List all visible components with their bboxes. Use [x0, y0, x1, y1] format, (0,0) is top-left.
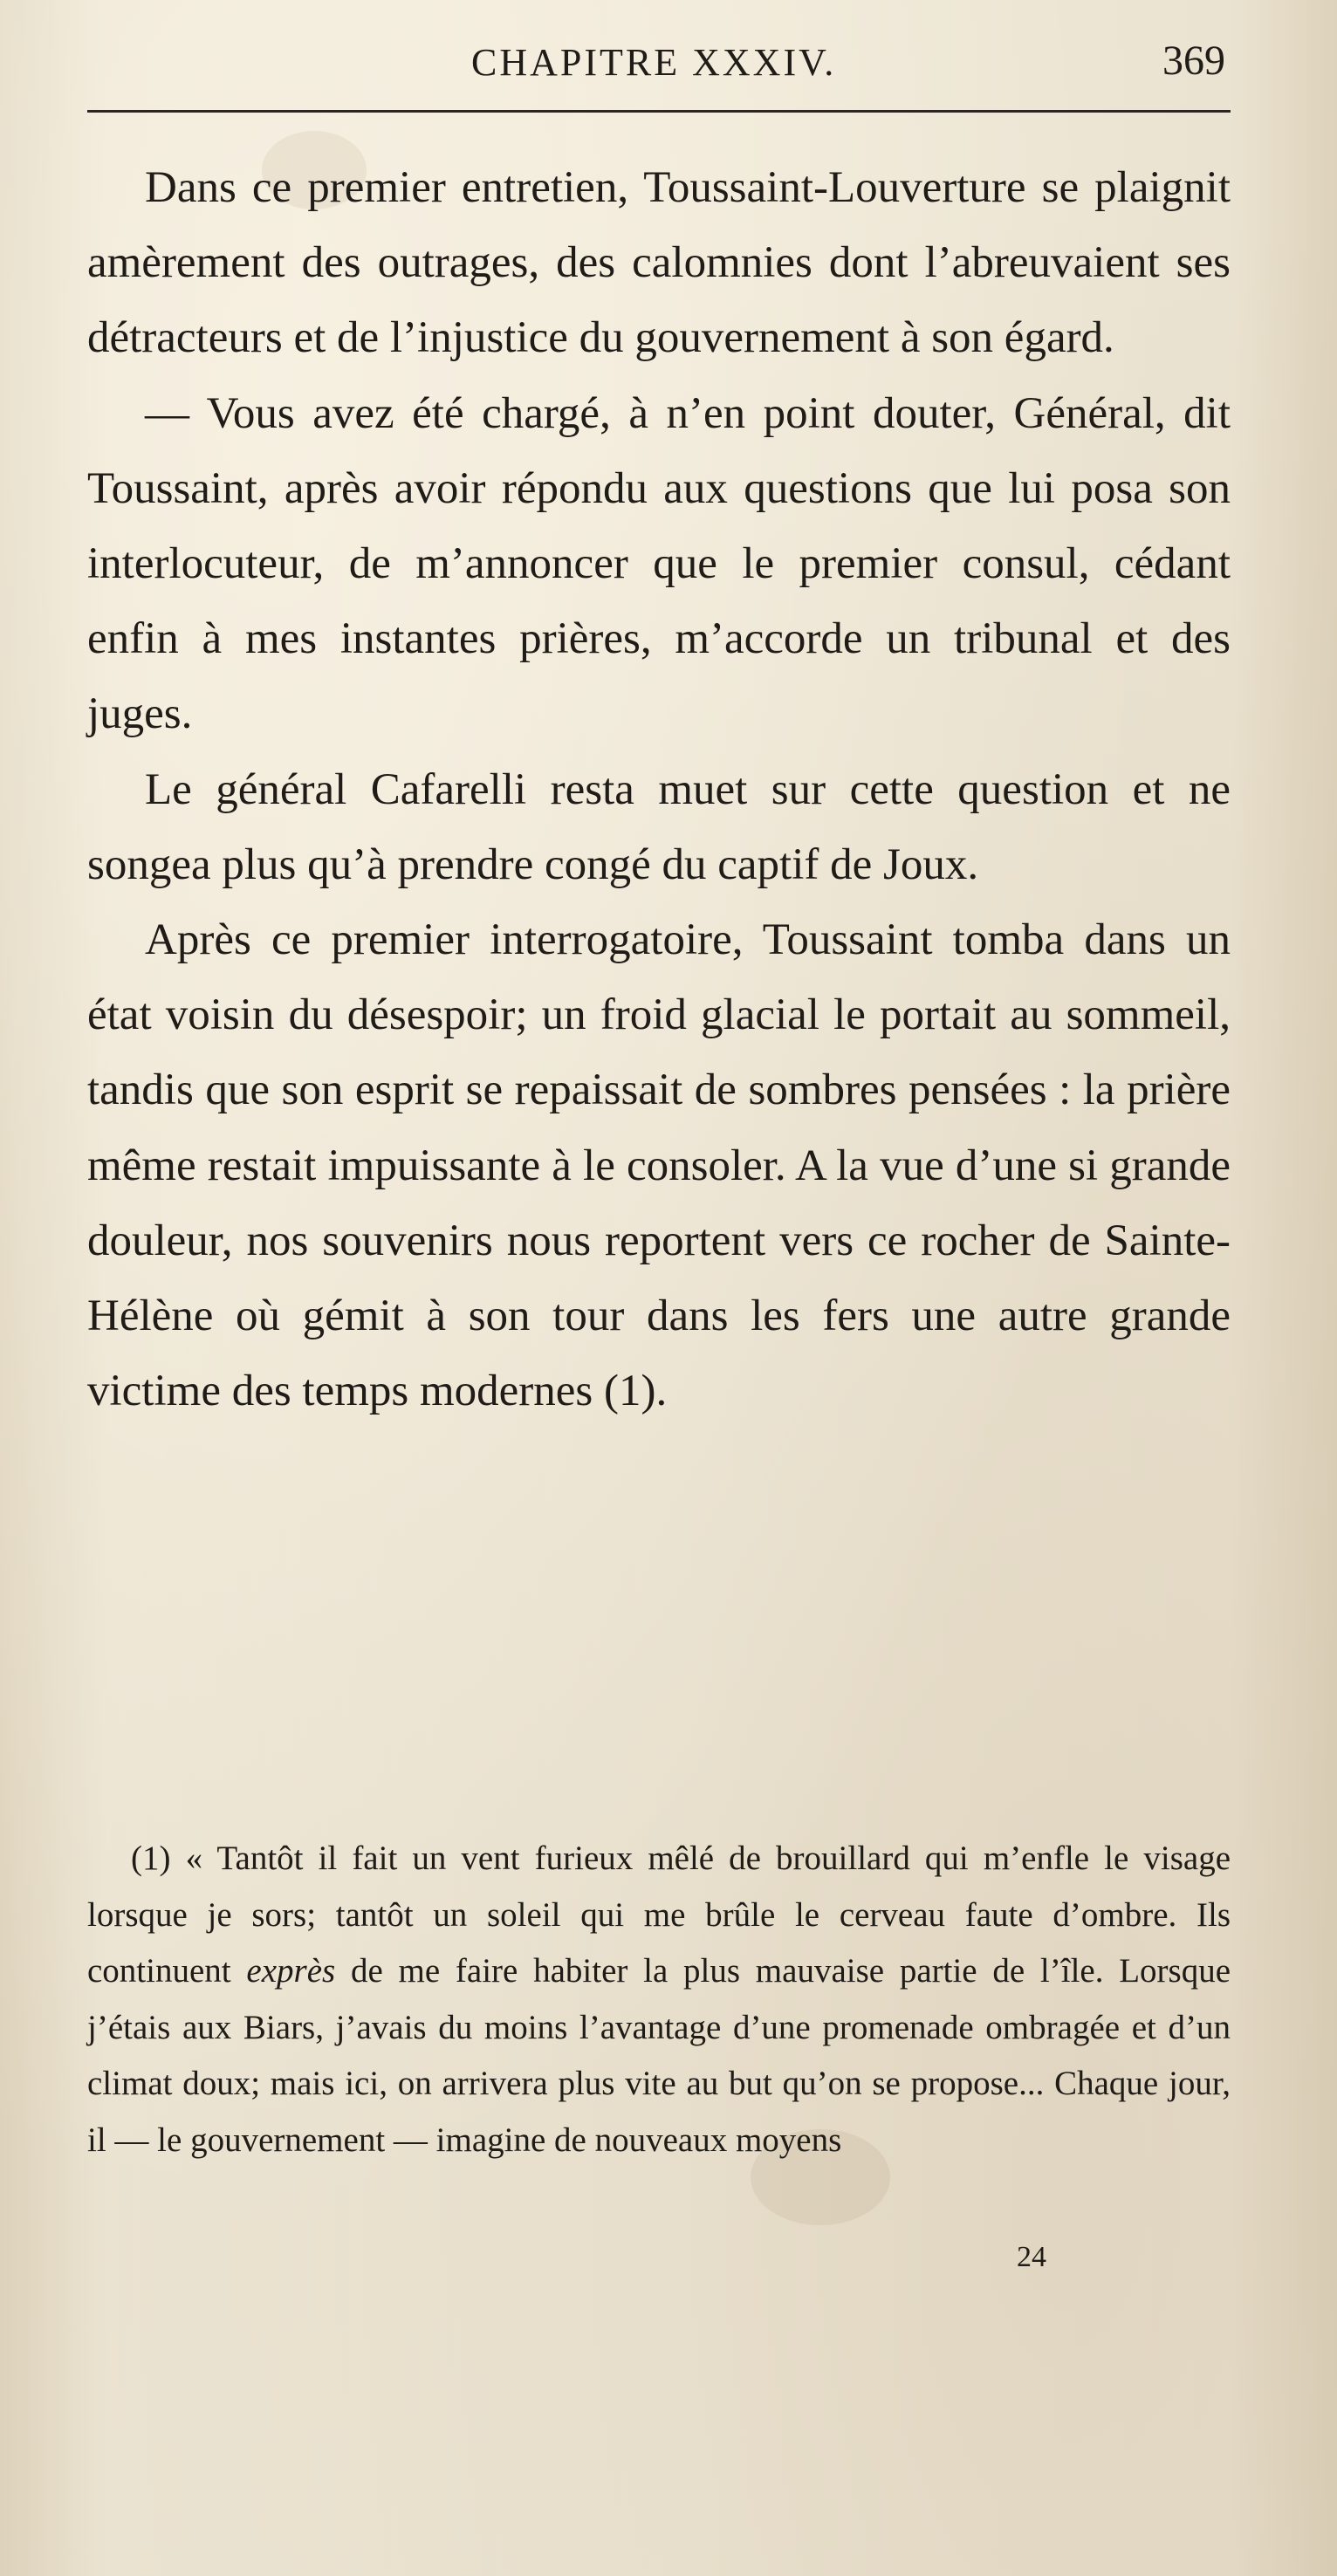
footnotes — [87, 1831, 1231, 2169]
paragraph-text: Le général Cafarelli resta muet sur cette question et ne songea plus qu’à prendre congé du captif de Joux. — [87, 764, 1231, 889]
running-head: CHAPITRE XXXIV. — [471, 41, 837, 84]
main-text — [87, 150, 1231, 1428]
footnote-emphasis: exprès — [246, 1952, 336, 1990]
paragraph — [87, 150, 1231, 376]
signature-mark: 24 — [1017, 2241, 1046, 2273]
footnote-text-continued: de me faire habiter la plus mauvaise partie de l’île. Lorsque j’étais aux Biars, j’avais du moins l’avantage d’une promenade ombragée et d’un climat doux; mais ici, on arrivera plus vite au but qu’on se propose... Chaque jour, il — le gouvernement — imagine de nouveaux moyens — [87, 1952, 1231, 2159]
footnote-marker: (1) — [131, 1840, 171, 1877]
footnote — [87, 1831, 1231, 2169]
page-header — [87, 33, 1231, 94]
footnote-text: « Tantôt il fait un vent furieux mêlé de brouillard qui m’enfle le visage lorsque je sors; tantôt un soleil qui me brûle le cerveau faute d’ombre. Ils continuent — [87, 1840, 1231, 1990]
paragraph — [87, 376, 1231, 752]
paragraph-text: Après ce premier interrogatoire, Toussaint tomba dans un état voisin du désespoir; un froid glacial le portait au sommeil, tandis que son esprit se repaissait de sombres pensées : la prière même restait impuissante à le consoler. A la vue d’une si grande douleur, nos souvenirs nous reportent vers ce rocher de Sainte-Hélène où gémit à son tour dans les fers une autre grande victime des temps modernes — [87, 915, 1231, 1416]
paragraph — [87, 752, 1231, 902]
paragraph — [87, 902, 1231, 1428]
header-rule — [87, 110, 1231, 113]
paragraph-text: Dans ce premier entretien, Toussaint-Louverture se plaignit amèrement des outrages, des calomnies dont l’abreuvaient ses détracteurs et de l’injustice du gouvernement à son égard. — [87, 163, 1231, 363]
footnote-reference: (1). — [604, 1367, 668, 1416]
page-number: 369 — [1162, 38, 1225, 84]
paragraph-text: — Vous avez été chargé, à n’en point douter, Général, dit Toussaint, après avoir répondu aux questions que lui posa son interlocuteur, de m’annoncer que le premier consul, cédant enfin à mes instantes prières, m’accorde un tribunal et des juges. — [87, 388, 1231, 739]
